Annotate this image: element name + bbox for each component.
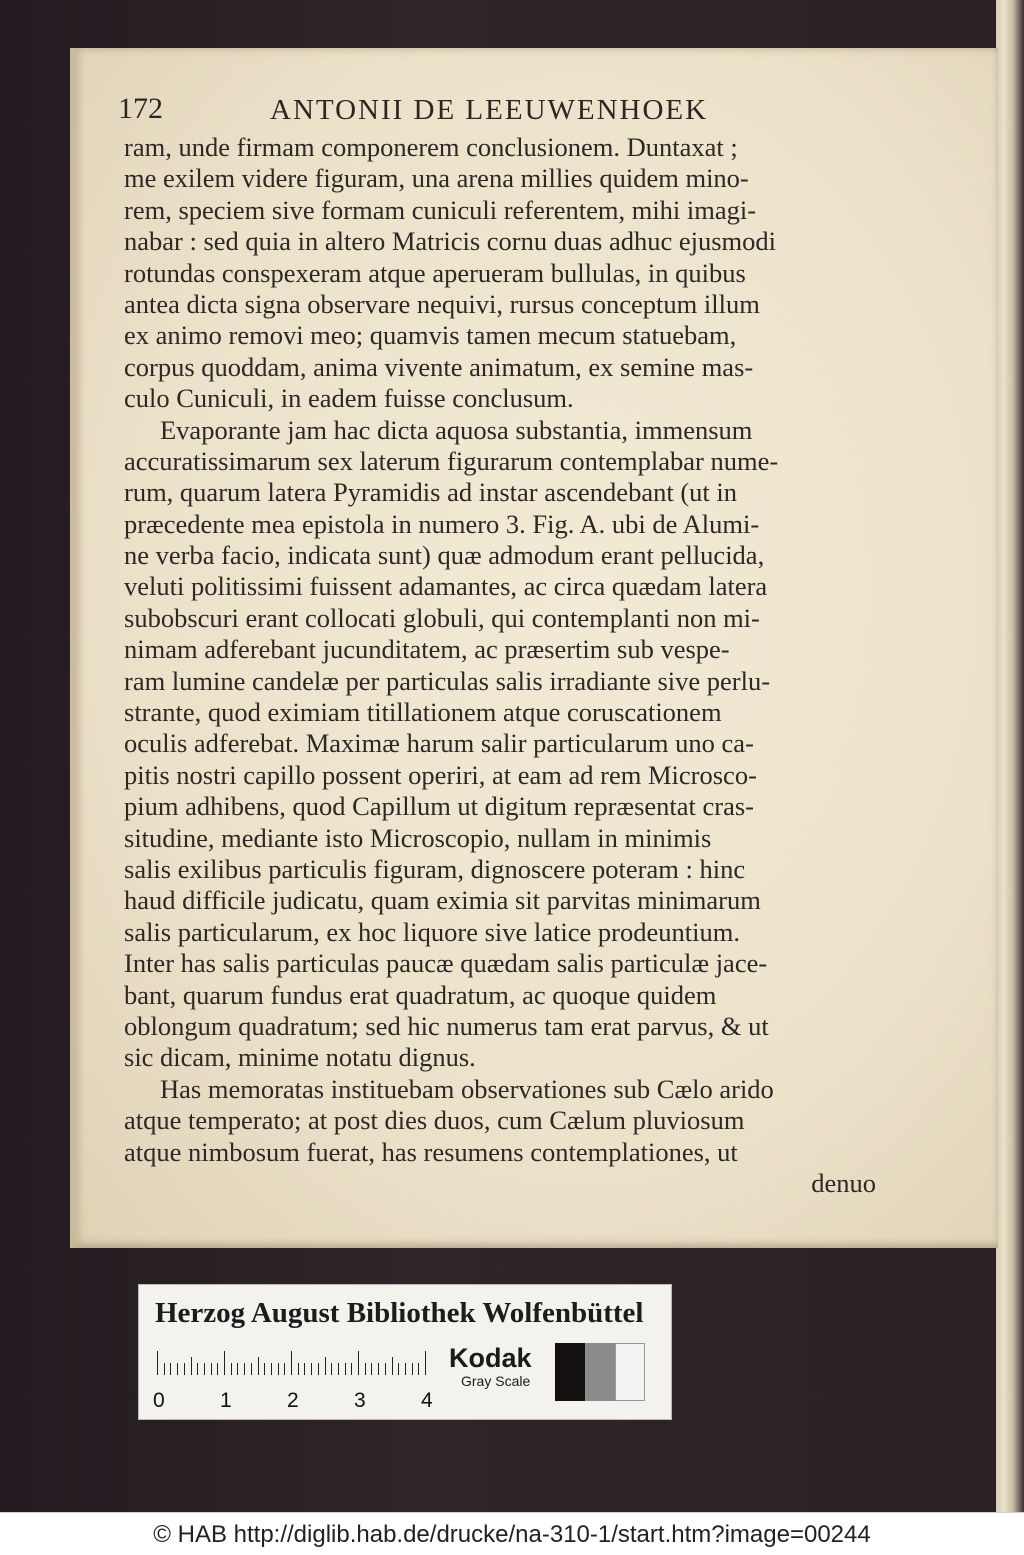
ruler-tick (211, 1363, 212, 1375)
text-line: culo Cuniculi, in eadem fuisse conclusum. (124, 383, 574, 414)
ruler-tick (224, 1351, 225, 1375)
measurement-ruler (157, 1351, 427, 1375)
text-line: atque nimbosum fuerat, has resumens contemplationes, ut (124, 1136, 738, 1167)
page-gutter-shadow (70, 48, 84, 1248)
ruler-tick (378, 1363, 379, 1375)
ruler-tick (412, 1363, 413, 1375)
ruler-tick (425, 1351, 426, 1375)
text-line: oculis adferebat. Maximæ harum salir particularum uno ca- (124, 728, 754, 759)
ruler-tick (351, 1363, 352, 1375)
ruler-tick (392, 1357, 393, 1375)
text-line: oblongum quadratum; sed hic numerus tam erat parvus, & ut (124, 1010, 769, 1041)
gray-scale-label: Gray Scale (461, 1373, 531, 1389)
ruler-labels (153, 1389, 443, 1417)
text-line: veluti politissimi fuissent adamantes, ac circa quædam latera (124, 571, 768, 602)
text-line: antea dicta signa observare nequivi, rursus conceptum illum (124, 288, 760, 319)
kodak-logo: Kodak (449, 1343, 532, 1373)
ruler-tick (311, 1363, 312, 1375)
ruler-tick (217, 1363, 218, 1375)
text-line: pium adhibens, quod Capillum ut digitum repræsentat cras- (124, 791, 755, 822)
ruler-tick (325, 1357, 326, 1375)
text-line: rem, speciem sive formam cuniculi referentem, mihi imagi- (124, 194, 757, 225)
ruler-tick (358, 1351, 359, 1375)
text-line: bant, quarum fundus erat quadratum, ac quoque quidem (124, 979, 717, 1010)
ruler-tick (278, 1363, 279, 1375)
ruler-tick (318, 1363, 319, 1375)
ruler-tick (237, 1363, 238, 1375)
ruler-tick (298, 1363, 299, 1375)
swatch-dark (555, 1343, 585, 1401)
ruler-tick (164, 1363, 165, 1375)
copyright-credit: © HAB http://diglib.hab.de/drucke/na-310-1/start.htm?image=00244 (153, 1521, 871, 1548)
text-line: strante, quod eximiam titillationem atque coruscationem (124, 697, 722, 728)
text-line: præcedente mea epistola in numero 3. Fig. A. ubi de Alumi- (124, 508, 760, 539)
ruler-tick (204, 1363, 205, 1375)
ruler-tick (197, 1363, 198, 1375)
footer-bar (0, 1512, 1024, 1555)
text-line: haud difficile judicatu, quam eximia sit parvitas minimarum (124, 885, 761, 916)
body-text (124, 132, 884, 1168)
text-line: Inter has salis particulas paucæ quædam salis particulæ jace- (124, 948, 768, 979)
text-line: rum, quarum latera Pyramidis ad instar ascendebant (ut in (124, 477, 737, 508)
ruler-tick (264, 1363, 265, 1375)
gray-swatches (555, 1343, 617, 1401)
ruler-tick (345, 1363, 346, 1375)
ruler-label: 2 (287, 1389, 299, 1412)
text-line: ne verba facio, indicata sunt) quæ admodum erant pellucida, (124, 540, 765, 571)
ruler-tick (338, 1363, 339, 1375)
ruler-tick (177, 1363, 178, 1375)
ruler-tick (331, 1363, 332, 1375)
text-line: salis exilibus particulis figuram, dignoscere poteram : hinc (124, 853, 746, 884)
page-header (118, 92, 778, 132)
running-head: ANTONII DE LEEUWENHOEK (270, 94, 709, 126)
library-name: Herzog August Bibliothek Wolfenbüttel (155, 1297, 644, 1329)
ruler-tick (371, 1363, 372, 1375)
ruler-tick (291, 1351, 292, 1375)
text-line: salis particularum, ex hoc liquore sive latice prodeuntium. (124, 916, 740, 947)
ruler-label: 0 (153, 1389, 165, 1412)
text-line: corpus quoddam, anima vivente animatum, ex semine mas- (124, 351, 754, 382)
ruler-tick (231, 1363, 232, 1375)
text-line: accuratissimarum sex laterum figurarum contemplabar nume- (124, 445, 779, 476)
text-line: ram, unde firmam componerem conclusionem. Duntaxat ; (124, 132, 738, 162)
adjacent-page-edge (996, 0, 1024, 1512)
page-number: 172 (118, 92, 163, 125)
ruler-tick (405, 1363, 406, 1375)
paragraph-start-line: Has memoratas instituebam observationes sub Cælo arido (160, 1073, 774, 1104)
text-line: pitis nostri capillo possent operiri, at eam ad rem Microsco- (124, 759, 757, 790)
text-line: ram lumine candelæ per particulas salis irradiante sive perlu- (124, 665, 771, 696)
ruler-tick (271, 1363, 272, 1375)
ruler-tick (244, 1363, 245, 1375)
ruler-tick (418, 1363, 419, 1375)
ruler-label: 3 (354, 1389, 366, 1412)
ruler-tick (365, 1363, 366, 1375)
ruler-label: 1 (220, 1389, 232, 1412)
text-line: rotundas conspexeram atque aperueram bullulas, in quibus (124, 257, 746, 288)
text-line: ex animo removi meo; quamvis tamen mecum statuebam, (124, 320, 737, 351)
text-line: nimam adferebant jucunditatem, ac præsertim sub vespe- (124, 634, 730, 665)
ruler-tick (284, 1363, 285, 1375)
ruler-tick (398, 1363, 399, 1375)
ruler-tick (170, 1363, 171, 1375)
paragraph-start-line: Evaporante jam hac dicta aquosa substantia, immensum (160, 414, 753, 445)
swatch-mid (585, 1343, 615, 1401)
ruler-tick (191, 1357, 192, 1375)
swatch-light (615, 1343, 645, 1401)
text-line: me exilem videre figuram, una arena millies quidem mino- (124, 163, 749, 194)
text-line: subobscuri erant collocati globuli, qui contemplanti non mi- (124, 602, 760, 633)
text-line: nabar : sed quia in altero Matricis cornu duas adhuc ejusmodi (124, 226, 777, 257)
text-line: atque temperato; at post dies duos, cum Cælum pluviosum (124, 1105, 745, 1136)
text-line: sic dicam, minime notatu dignus. (124, 1042, 476, 1073)
ruler-tick (157, 1351, 158, 1375)
ruler-tick (251, 1363, 252, 1375)
ruler-label: 4 (421, 1389, 433, 1412)
ruler-tick (385, 1363, 386, 1375)
catchword: denuo (811, 1168, 876, 1198)
ruler-tick (304, 1363, 305, 1375)
color-reference-card (138, 1284, 672, 1420)
ruler-tick (258, 1357, 259, 1375)
ruler-tick (184, 1363, 185, 1375)
text-line: situdine, mediante isto Microscopio, nullam in minimis (124, 822, 712, 853)
